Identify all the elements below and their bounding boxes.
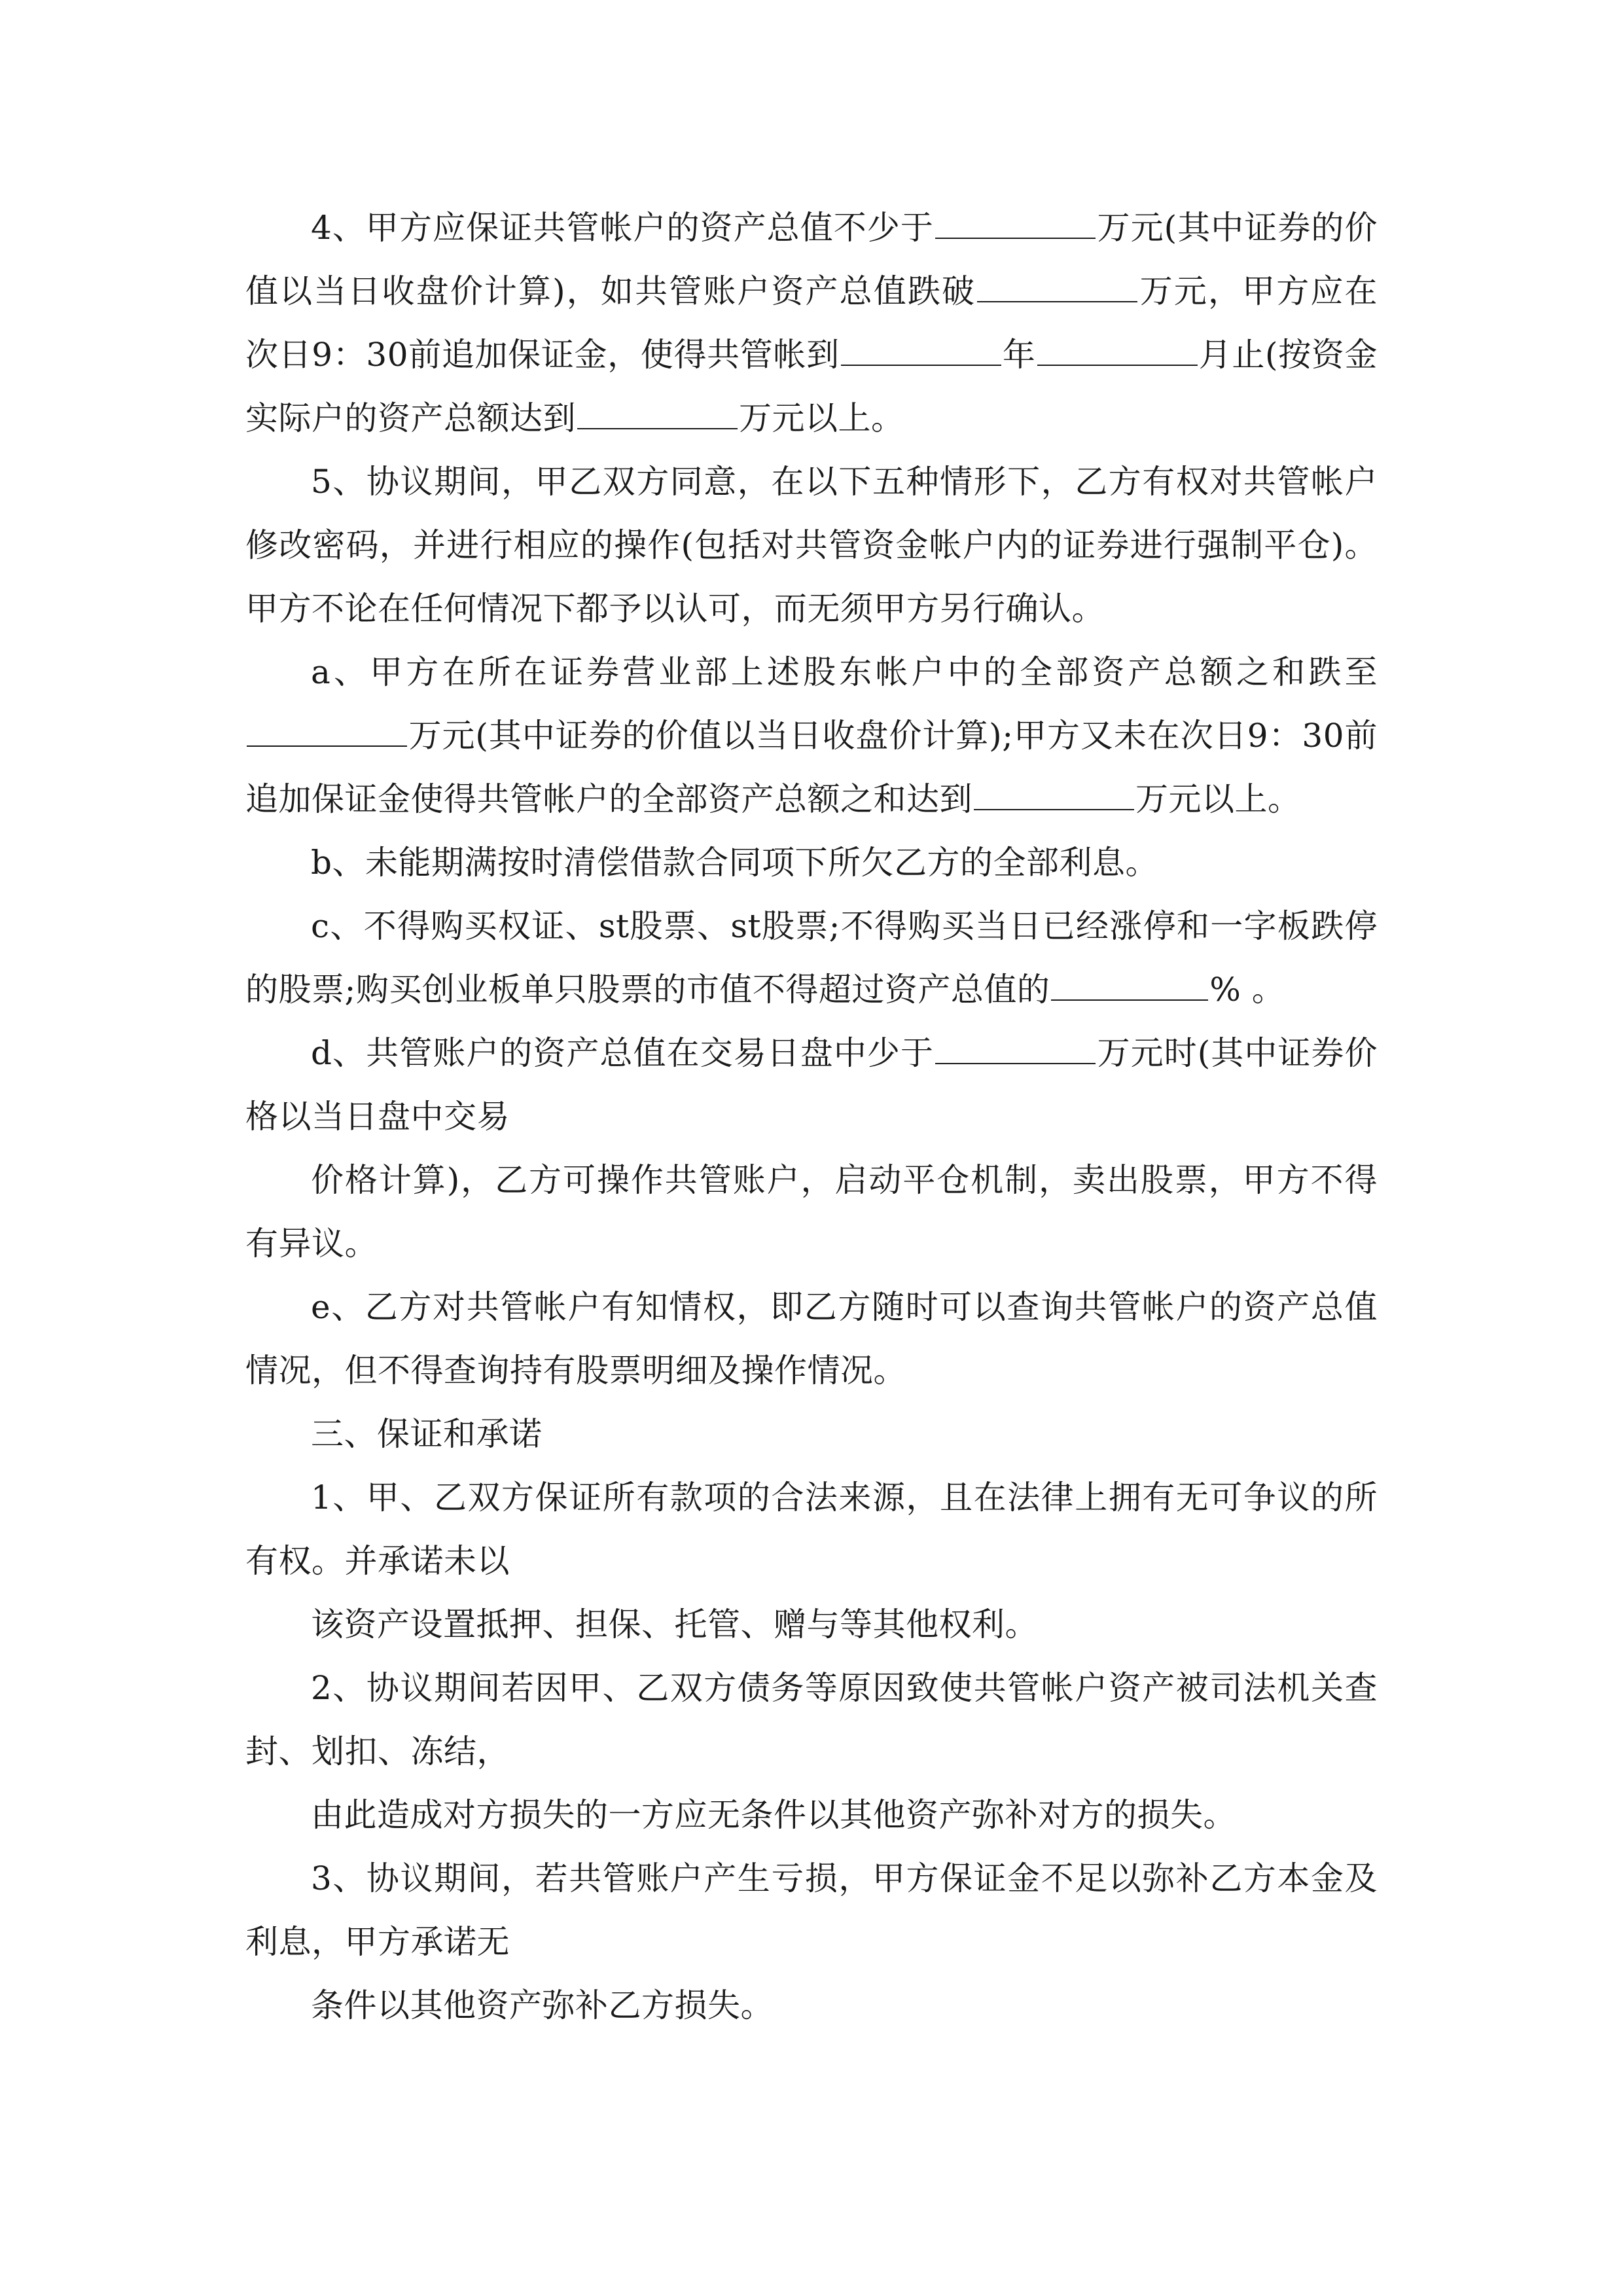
text-run: 2、协议期间若因甲、乙双方债务等原因致使共管帐户资产被司法机关查封、划扣、冻结， xyxy=(245,1669,1378,1770)
fill-blank[interactable] xyxy=(977,295,1137,302)
text-run: 万元以上。 xyxy=(1135,780,1301,818)
text-run: 万元，甲方应在次日9：30前追加保证金，使得共管帐到 xyxy=(245,272,1378,374)
text-run: 年 xyxy=(1002,336,1036,374)
text-run: a、甲方在所在证券营业部上述股东帐户中的全部资产总额之和跌至 xyxy=(311,653,1378,691)
text-run: 由此造成对方损失的一方应无条件以其他资产弥补对方的损失。 xyxy=(311,1796,1236,1834)
text-run: b、未能期满按时清偿借款合同项下所欠乙方的全部利息。 xyxy=(311,844,1159,882)
text-run: d、共管账户的资产总值在交易日盘中少于 xyxy=(311,1034,935,1072)
text-run: 3、协议期间，若共管账户产生亏损，甲方保证金不足以弥补乙方本金及利息，甲方承诺无 xyxy=(245,1859,1378,1961)
commitment-2 xyxy=(245,1657,1378,1784)
fill-blank[interactable] xyxy=(935,1056,1096,1064)
text-run: % 。 xyxy=(1209,971,1285,1009)
text-run: 4、甲方应保证共管帐户的资产总值不少于 xyxy=(311,209,934,247)
fill-blank[interactable] xyxy=(247,739,407,747)
commitment-3 xyxy=(245,1847,1378,1974)
text-run: e、乙方对共管帐户有知情权，即乙方随时可以查询共管帐户的资产总值情况，但不得查询持有股票明细及操作情况。 xyxy=(245,1288,1378,1390)
document-body xyxy=(245,196,1378,2037)
fill-blank[interactable] xyxy=(1037,358,1198,366)
clause-5a xyxy=(245,641,1378,831)
commitment-1 xyxy=(245,1466,1378,1593)
clause-5d-continued xyxy=(245,1149,1378,1276)
text-run: 条件以其他资产弥补乙方损失。 xyxy=(311,1986,774,2024)
clause-5 xyxy=(245,450,1378,641)
clause-4 xyxy=(245,196,1378,450)
clause-5d xyxy=(245,1022,1378,1149)
clause-5c xyxy=(245,895,1378,1022)
text-run: 5、协议期间，甲乙双方同意，在以下五种情形下，乙方有权对共管帐户修改密码，并进行相应的操作(包括对共管资金帐户内的证券进行强制平仓)。甲方不论在任何情况下都予以认可，而无须甲方另行确认。 xyxy=(245,463,1378,628)
fill-blank[interactable] xyxy=(577,422,738,429)
clause-5e xyxy=(245,1276,1378,1403)
text-run: 月止(按资金实际户的资产总额达到 xyxy=(245,336,1378,437)
commitment-3-continued xyxy=(245,1974,1378,2037)
heading-text: 三、保证和承诺 xyxy=(311,1415,543,1453)
commitment-2-continued xyxy=(245,1784,1378,1847)
text-run: 万元(其中证券的价值以当日收盘价计算);甲方又未在次日9：30前追加保证金使得共管帐户的全部资产总额之和达到 xyxy=(245,717,1378,818)
fill-blank[interactable] xyxy=(974,802,1134,810)
fill-blank[interactable] xyxy=(1051,993,1208,1001)
commitment-1-continued xyxy=(245,1593,1378,1657)
text-run: 万元以上。 xyxy=(739,399,904,437)
text-run: 该资产设置抵押、担保、托管、赠与等其他权利。 xyxy=(311,1605,1038,1643)
text-run: 万元时(其中证券价格以当日盘中交易 xyxy=(245,1034,1378,1136)
fill-blank[interactable] xyxy=(841,358,1001,366)
text-run: 价格计算)，乙方可操作共管账户，启动平仓机制，卖出股票，甲方不得有异议。 xyxy=(245,1161,1378,1263)
section-heading-3 xyxy=(245,1403,1378,1466)
text-run: 1、甲、乙双方保证所有款项的合法来源，且在法律上拥有无可争议的所有权。并承诺未以 xyxy=(245,1479,1378,1580)
clause-5b xyxy=(245,831,1378,895)
text-run: c、不得购买权证、st股票、st股票;不得购买当日已经涨停和一字板跌停的股票;购买创业板单只股票的市值不得超过资产总值的 xyxy=(245,907,1378,1009)
fill-blank[interactable] xyxy=(935,231,1096,239)
text-run: 万元(其中证券的价值以当日收盘价计算)，如共管账户资产总值跌破 xyxy=(245,209,1378,310)
